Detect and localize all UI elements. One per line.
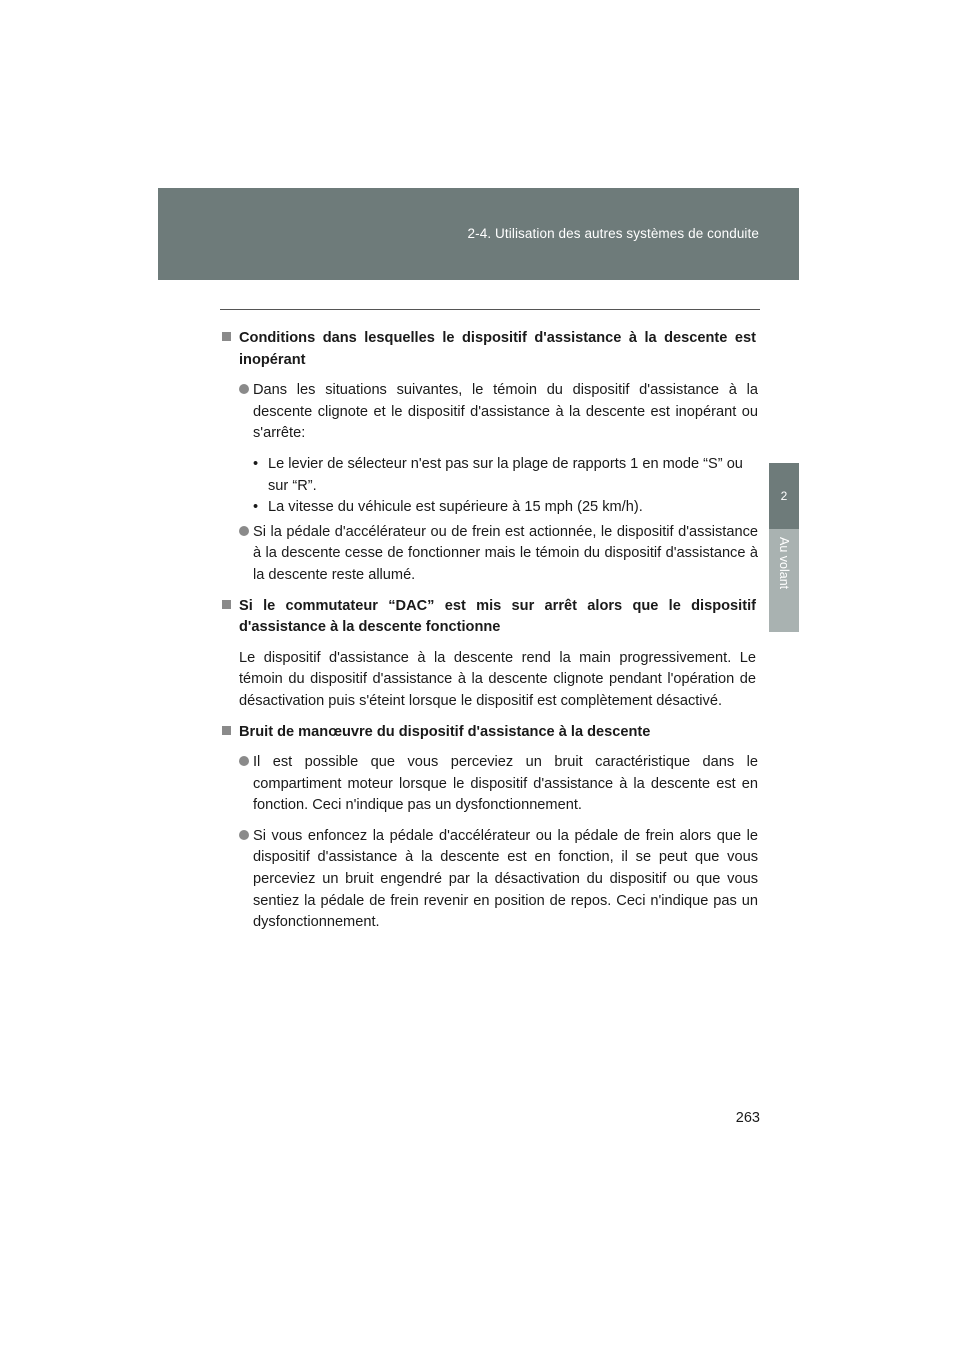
circle-bullet-icon (239, 756, 249, 766)
circle-bullet-icon (239, 830, 249, 840)
heading-text: Conditions dans lesquelles le dispositif d'assistance à la descente est inopérant (239, 330, 756, 368)
bullet-text: Dans les situations suivantes, le témoin du dispositif d'assistance à la descente clignote et le dispositif d'assistance à la descente est inopérant ou s'arrête: (253, 382, 758, 442)
circle-bullet-icon (239, 384, 249, 394)
sub-bullet-item (253, 454, 758, 497)
sub-bullet-text: Le levier de sélecteur n'est pas sur la plage de rapports 1 en mode “S” ou sur “R”. (268, 455, 743, 494)
chapter-label-tab (769, 529, 799, 632)
page-content (222, 328, 756, 943)
bullet-item (239, 380, 758, 445)
dot-bullet-icon: • (253, 499, 259, 516)
heading-operating-noise (222, 722, 756, 744)
paragraph: Le dispositif d'assistance à la descente rend la main progressivement. Le témoin du dispositif d'assistance à la descente clignote pendant l'opération de désactivation puis s'éteint lorsque le dispositif est complètement désactivé. (239, 649, 756, 709)
bullet-item (239, 522, 758, 587)
sub-bullet-text: La vitesse du véhicule est supérieure à 15 mph (25 km/h). (268, 499, 643, 516)
section-header-band (158, 188, 799, 280)
heading-text: Si le commutateur “DAC” est mis sur arrêt alors que le dispositif d'assistance à la descente fonctionne (239, 597, 756, 636)
bullet-item (239, 752, 758, 817)
heading-text: Bruit de manœuvre du dispositif d'assistance à la descente (239, 723, 651, 740)
sub-bullet-item (253, 497, 758, 519)
square-bullet-icon (222, 726, 231, 735)
bullet-item (239, 826, 758, 934)
square-bullet-icon (222, 600, 231, 609)
chapter-label: Au volant (777, 537, 791, 590)
bullet-text: Si vous enfoncez la pédale d'accélérateur ou la pédale de frein alors que le dispositif d'assistance à la descente est en fonction, il se peut que vous perceviez un bruit engendré par la désactivation du dispositif ou que vous sentiez la pédale de frein revenir en position de repos. Ceci n'indique pas un dysfonctionnement. (253, 827, 758, 931)
square-bullet-icon (222, 332, 231, 341)
bullet-text: Il est possible que vous perceviez un bruit caractéristique dans le compartiment moteur lorsque le dispositif d'assistance à la descente est en fonction. Ceci n'indique pas un dysfonctionnement. (253, 754, 758, 814)
chapter-number: 2 (780, 489, 788, 503)
top-divider (220, 309, 760, 310)
section-title: 2-4. Utilisation des autres systèmes de conduite (467, 226, 759, 241)
dot-bullet-icon: • (253, 455, 259, 472)
heading-inoperative-conditions (222, 328, 756, 371)
chapter-tab (769, 463, 799, 529)
heading-dac-switch-off (222, 596, 756, 639)
page-number: 263 (735, 1110, 760, 1126)
bullet-text: Si la pédale d'accélérateur ou de frein est actionnée, le dispositif d'assistance à la descente cesse de fonctionner mais le témoin du dispositif d'assistance à la descente reste allumé. (253, 523, 758, 583)
circle-bullet-icon (239, 526, 249, 536)
